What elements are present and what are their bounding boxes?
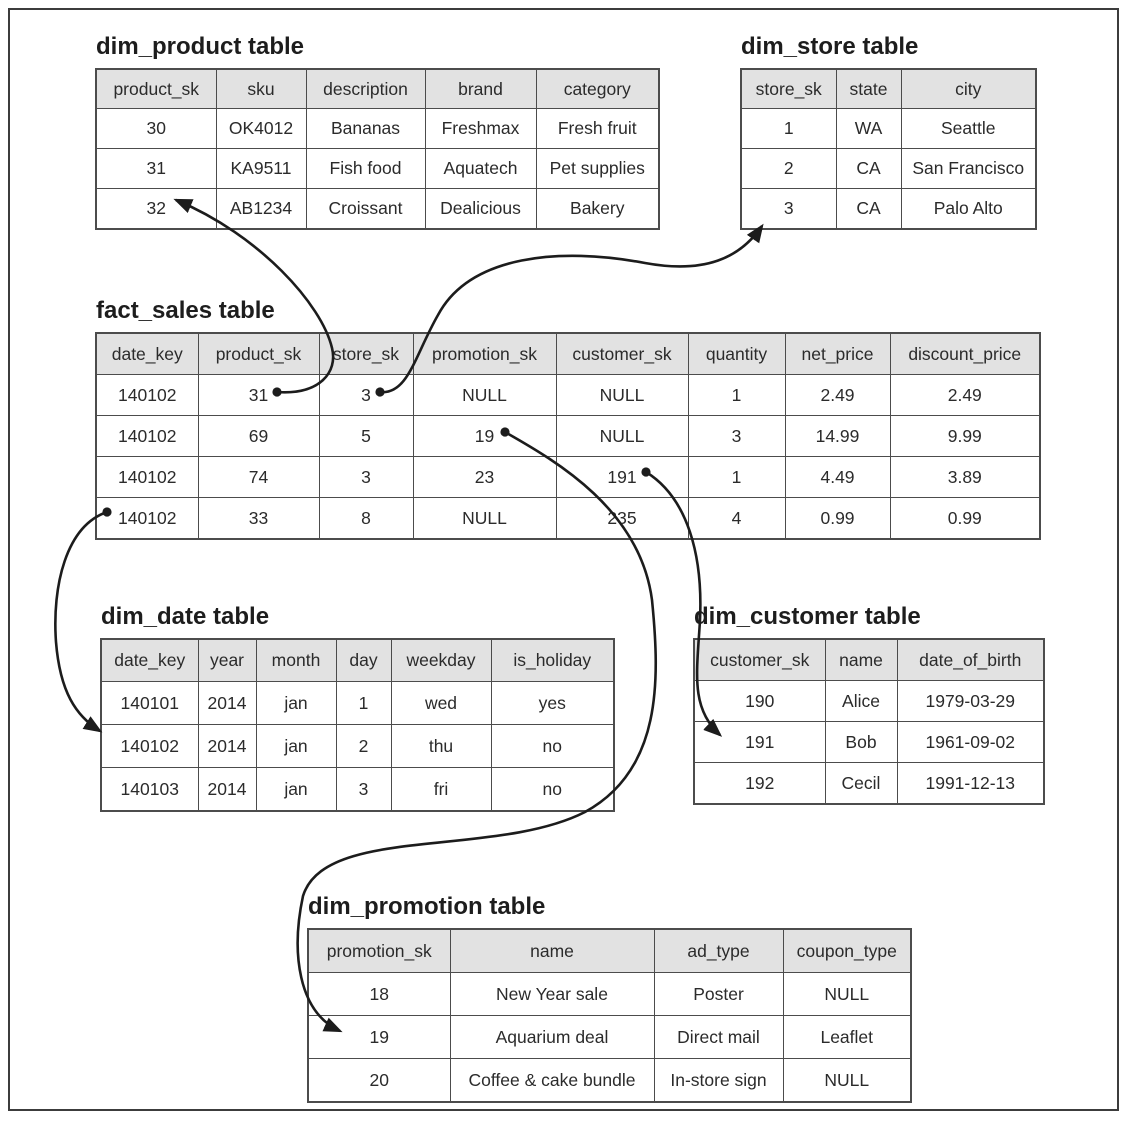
- fact-sales-cell: 14.99: [785, 416, 890, 457]
- fact-sales-cell: 191: [556, 457, 688, 498]
- fact-sales-cell: 23: [413, 457, 556, 498]
- table-row: [741, 109, 1036, 149]
- dim-promotion-header-coupon_type: coupon_type: [783, 929, 911, 973]
- dim-product-grid: [95, 68, 660, 230]
- dim-date-cell: 140103: [101, 768, 198, 812]
- fact-sales-cell: 0.99: [890, 498, 1040, 540]
- fact-sales-grid: [95, 332, 1041, 540]
- fact-sales-cell: 9.99: [890, 416, 1040, 457]
- dim-promotion-grid: [307, 928, 912, 1103]
- table-row: [96, 457, 1040, 498]
- fact-sales-cell: 69: [198, 416, 319, 457]
- dim-date-cell: jan: [256, 768, 336, 812]
- dim-promotion-cell: Direct mail: [654, 1016, 783, 1059]
- fact-sales-cell: 3: [319, 457, 413, 498]
- dim-store-cell: CA: [836, 189, 901, 230]
- dim-customer-table: [693, 603, 1045, 805]
- table-row: [308, 973, 911, 1016]
- dim-store-cell: Seattle: [901, 109, 1036, 149]
- fact-sales-cell: 4: [688, 498, 785, 540]
- fact-sales-header-net_price: net_price: [785, 333, 890, 375]
- dim-customer-cell: 1961-09-02: [897, 722, 1044, 763]
- dim-product-cell: 32: [96, 189, 216, 230]
- dim-date-header-is_holiday: is_holiday: [491, 639, 614, 682]
- table-row: [694, 763, 1044, 805]
- dim-store-header-row: [741, 69, 1036, 109]
- dim-customer-cell: 190: [694, 681, 825, 722]
- dim-product-cell: Freshmax: [425, 109, 536, 149]
- dim-date-header-month: month: [256, 639, 336, 682]
- dim-store-cell: 1: [741, 109, 836, 149]
- dim-promotion-cell: 20: [308, 1059, 450, 1103]
- dim-product-cell: Dealicious: [425, 189, 536, 230]
- dim-date-cell: jan: [256, 725, 336, 768]
- fact-sales-cell: 3.89: [890, 457, 1040, 498]
- dim-date-cell: 2014: [198, 768, 256, 812]
- dim-promotion-cell: In-store sign: [654, 1059, 783, 1103]
- dim-product-cell: Fish food: [306, 149, 425, 189]
- table-row: [101, 768, 614, 812]
- table-row: [308, 1016, 911, 1059]
- dim-date-cell: 3: [336, 768, 391, 812]
- table-row: [96, 109, 659, 149]
- fact-sales-header-quantity: quantity: [688, 333, 785, 375]
- dim-store-cell: San Francisco: [901, 149, 1036, 189]
- dim-date-cell: 140102: [101, 725, 198, 768]
- dim-product-table: [95, 33, 660, 230]
- dim-date-header-row: [101, 639, 614, 682]
- fact-sales-cell: 140102: [96, 498, 198, 540]
- dim-product-cell: Fresh fruit: [536, 109, 659, 149]
- dim-customer-grid: [693, 638, 1045, 805]
- dim-date-cell: 2: [336, 725, 391, 768]
- table-row: [101, 682, 614, 725]
- dim-customer-title: dim_customer table: [694, 603, 921, 630]
- fact-sales-cell: 31: [198, 375, 319, 416]
- table-row: [694, 722, 1044, 763]
- dim-promotion-header-name: name: [450, 929, 654, 973]
- dim-date-header-year: year: [198, 639, 256, 682]
- dim-customer-header-name: name: [825, 639, 897, 681]
- dim-date-cell: no: [491, 768, 614, 812]
- dim-date-header-date_key: date_key: [101, 639, 198, 682]
- dim-product-cell: 30: [96, 109, 216, 149]
- dim-store-cell: Palo Alto: [901, 189, 1036, 230]
- dim-date-cell: fri: [391, 768, 491, 812]
- dim-product-cell: AB1234: [216, 189, 306, 230]
- dim-date-grid: [100, 638, 615, 812]
- dim-product-header-description: description: [306, 69, 425, 109]
- fact-sales-header-product_sk: product_sk: [198, 333, 319, 375]
- dim-product-cell: Bakery: [536, 189, 659, 230]
- fact-sales-cell: 0.99: [785, 498, 890, 540]
- dim-customer-cell: Alice: [825, 681, 897, 722]
- dim-date-table: [100, 603, 615, 812]
- dim-promotion-cell: Poster: [654, 973, 783, 1016]
- fact-sales-header-row: [96, 333, 1040, 375]
- fact-sales-cell: 3: [319, 375, 413, 416]
- fact-sales-cell: 74: [198, 457, 319, 498]
- dim-promotion-cell: Aquarium deal: [450, 1016, 654, 1059]
- dim-product-header-row: [96, 69, 659, 109]
- dim-product-cell: Aquatech: [425, 149, 536, 189]
- fact-sales-cell: 235: [556, 498, 688, 540]
- fact-sales-header-date_key: date_key: [96, 333, 198, 375]
- dim-product-cell: Croissant: [306, 189, 425, 230]
- fact-sales-cell: NULL: [413, 498, 556, 540]
- fact-sales-cell: 19: [413, 416, 556, 457]
- dim-date-cell: 1: [336, 682, 391, 725]
- table-row: [96, 189, 659, 230]
- dim-product-cell: Bananas: [306, 109, 425, 149]
- dim-store-title: dim_store table: [741, 33, 919, 60]
- dim-store-cell: WA: [836, 109, 901, 149]
- fact-sales-cell: 5: [319, 416, 413, 457]
- dim-store-header-city: city: [901, 69, 1036, 109]
- dim-date-cell: jan: [256, 682, 336, 725]
- dim-date-cell: thu: [391, 725, 491, 768]
- fact-sales-cell: 140102: [96, 457, 198, 498]
- fact-sales-header-promotion_sk: promotion_sk: [413, 333, 556, 375]
- dim-promotion-header-promotion_sk: promotion_sk: [308, 929, 450, 973]
- dim-store-cell: 3: [741, 189, 836, 230]
- dim-customer-header-date_of_birth: date_of_birth: [897, 639, 1044, 681]
- dim-product-cell: OK4012: [216, 109, 306, 149]
- table-row: [308, 1059, 911, 1103]
- dim-promotion-cell: NULL: [783, 1059, 911, 1103]
- table-row: [741, 149, 1036, 189]
- dim-customer-cell: 1979-03-29: [897, 681, 1044, 722]
- dim-promotion-cell: Coffee & cake bundle: [450, 1059, 654, 1103]
- dim-date-title: dim_date table: [101, 603, 270, 630]
- dim-store-header-store_sk: store_sk: [741, 69, 836, 109]
- fact-sales-header-store_sk: store_sk: [319, 333, 413, 375]
- dim-customer-header-customer_sk: customer_sk: [694, 639, 825, 681]
- fact-sales-cell: 1: [688, 457, 785, 498]
- dim-product-cell: 31: [96, 149, 216, 189]
- dim-date-cell: yes: [491, 682, 614, 725]
- dim-promotion-cell: Leaflet: [783, 1016, 911, 1059]
- dim-date-header-weekday: weekday: [391, 639, 491, 682]
- table-row: [101, 725, 614, 768]
- dim-product-header-product_sk: product_sk: [96, 69, 216, 109]
- dim-date-cell: 140101: [101, 682, 198, 725]
- fact-sales-table: [95, 297, 1041, 540]
- dim-customer-cell: 191: [694, 722, 825, 763]
- dim-customer-cell: Bob: [825, 722, 897, 763]
- dim-customer-header-row: [694, 639, 1044, 681]
- dim-promotion-header-ad_type: ad_type: [654, 929, 783, 973]
- dim-product-title: dim_product table: [96, 33, 305, 60]
- table-row: [741, 189, 1036, 230]
- dim-promotion-cell: 19: [308, 1016, 450, 1059]
- dim-customer-cell: 192: [694, 763, 825, 805]
- dim-date-cell: 2014: [198, 682, 256, 725]
- dim-promotion-cell: New Year sale: [450, 973, 654, 1016]
- fact-sales-cell: NULL: [556, 416, 688, 457]
- fact-sales-cell: 2.49: [785, 375, 890, 416]
- table-row: [694, 681, 1044, 722]
- fact-sales-cell: 8: [319, 498, 413, 540]
- table-row: [96, 149, 659, 189]
- dim-promotion-cell: 18: [308, 973, 450, 1016]
- dim-date-header-day: day: [336, 639, 391, 682]
- dim-promotion-header-row: [308, 929, 911, 973]
- dim-date-cell: wed: [391, 682, 491, 725]
- fact-sales-cell: 33: [198, 498, 319, 540]
- dim-product-header-sku: sku: [216, 69, 306, 109]
- dim-product-cell: KA9511: [216, 149, 306, 189]
- dim-date-cell: 2014: [198, 725, 256, 768]
- dim-customer-cell: 1991-12-13: [897, 763, 1044, 805]
- fact-sales-cell: 140102: [96, 375, 198, 416]
- table-row: [96, 416, 1040, 457]
- dim-store-table: [740, 33, 1037, 230]
- fact-sales-header-customer_sk: customer_sk: [556, 333, 688, 375]
- dim-product-cell: Pet supplies: [536, 149, 659, 189]
- dim-promotion-title: dim_promotion table: [308, 893, 546, 920]
- dim-date-cell: no: [491, 725, 614, 768]
- dim-store-cell: 2: [741, 149, 836, 189]
- dim-promotion-table: [307, 893, 912, 1103]
- fact-sales-title: fact_sales table: [96, 297, 275, 324]
- fact-sales-cell: 140102: [96, 416, 198, 457]
- table-row: [96, 498, 1040, 540]
- dim-store-grid: [740, 68, 1037, 230]
- fact-sales-header-discount_price: discount_price: [890, 333, 1040, 375]
- fact-sales-cell: 3: [688, 416, 785, 457]
- table-row: [96, 375, 1040, 416]
- dim-product-header-brand: brand: [425, 69, 536, 109]
- fact-sales-cell: 2.49: [890, 375, 1040, 416]
- dim-store-header-state: state: [836, 69, 901, 109]
- dim-customer-cell: Cecil: [825, 763, 897, 805]
- fact-sales-cell: NULL: [413, 375, 556, 416]
- dim-store-cell: CA: [836, 149, 901, 189]
- dim-product-header-category: category: [536, 69, 659, 109]
- dim-promotion-cell: NULL: [783, 973, 911, 1016]
- fact-sales-cell: NULL: [556, 375, 688, 416]
- fact-sales-cell: 1: [688, 375, 785, 416]
- fact-sales-cell: 4.49: [785, 457, 890, 498]
